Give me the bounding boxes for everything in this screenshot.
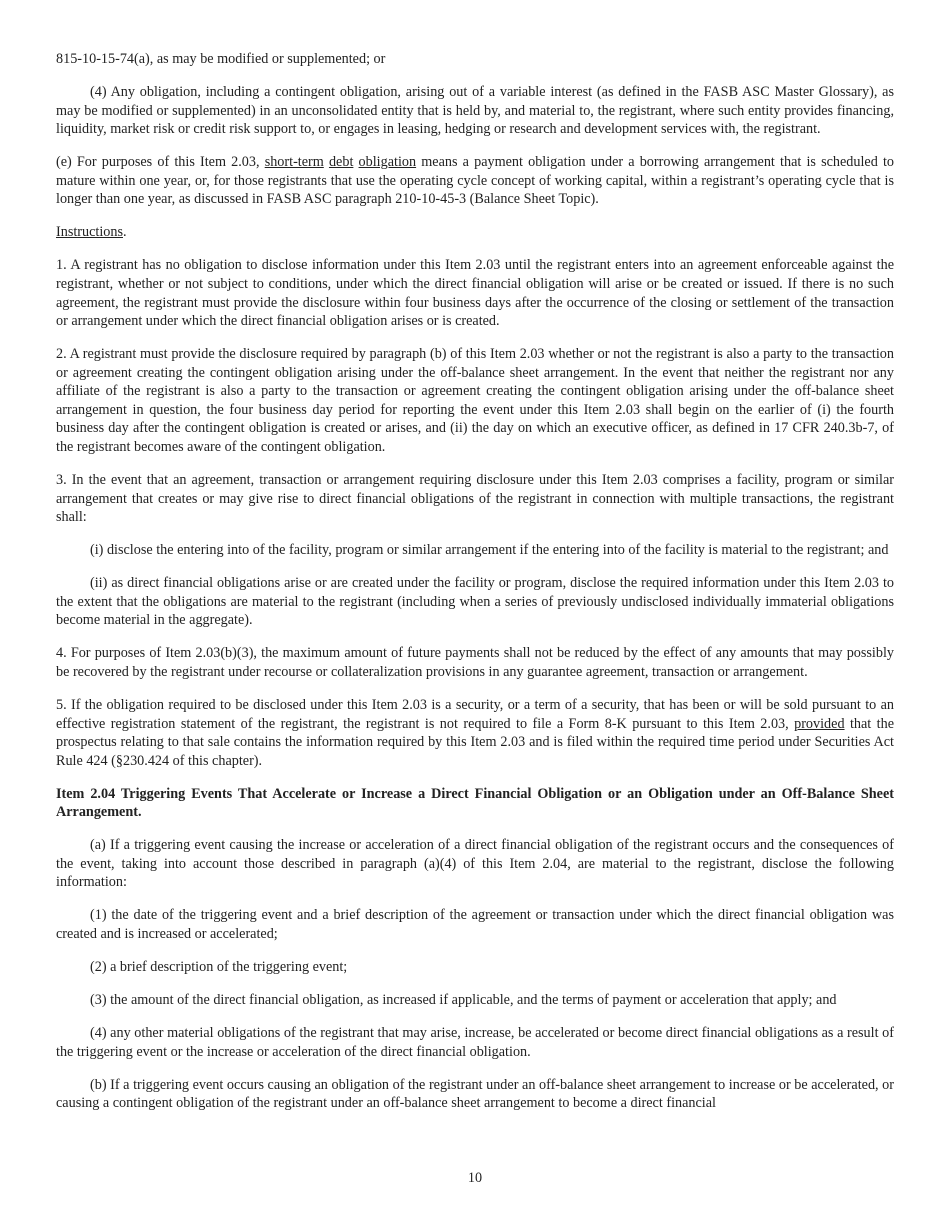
instructions-period: . (123, 224, 127, 241)
provided-term: provided (794, 715, 845, 732)
instruction-5-text-end: that the prospectus relating to that sale contains the information required by this Item 2.03 and is filed within the required time period under Securities Act Rule 424 (§230.424 of this chapter). (56, 715, 895, 769)
defined-term-debt: debt (328, 154, 354, 171)
paragraph-definition-e (56, 153, 894, 209)
paragraph-a-4: (4) any other material obligations of the registrant that may arise, increase, be accelerated or become direct financial obligations as a result of the triggering event or the increase or acceleration of the direct financial obligation. (56, 1025, 894, 1060)
section-heading-item-2-04: Item 2.04 Triggering Events That Accelerate or Increase a Direct Financial Obligation or an Obligation under an Off-Balance Sheet Arrangement. (56, 785, 894, 821)
definition-intro: (e) For purposes of this Item 2.03, (56, 154, 265, 171)
instruction-1: 1. A registrant has no obligation to disclose information under this Item 2.03 until the registrant enters into an agreement enforceable against the registrant, whether or not subject to conditions, under which the direct financial obligation will arise or be created or issued. If there is no such agreement, the registrant must provide the disclosure within four business days after the occurrence of the closing or settlement of the transaction or arrangement under which the direct financial obligation arises or is created. (56, 257, 894, 330)
paragraph-a-2: (2) a brief description of the triggering event; (90, 959, 348, 976)
paragraph-a-1: (1) the date of the triggering event and a brief description of the agreement or transaction under which the direct financial obligation was created and is increased or accelerated; (56, 907, 894, 943)
instruction-5-text: 5. If the obligation required to be disclosed under this Item 2.03 is a security, or a term of a security, that has been or will be sold pursuant to an effective registration statement of the registrant, the registrant is not required to file a Form 8-K pursuant to this Item 2.03, (56, 696, 894, 732)
instructions-label-paragraph (56, 223, 894, 242)
instruction-3: 3. In the event that an agreement, transaction or arrangement requiring disclosure under this Item 2.03 comprises a facility, program or similar arrangement that creates or may give rise to direct financial obligations of the registrant in connection with multiple transactions, the registrant shall: (56, 472, 894, 526)
instruction-3-i: (i) disclose the entering into of the facility, program or similar arrangement if the entering into of the facility is material to the registrant; and (90, 542, 889, 559)
instruction-5 (56, 696, 894, 770)
paragraph-continued: 815-10-15-74(a), as may be modified or supplemented; or (56, 51, 386, 67)
definition-body: means a payment obligation under a borrowing arrangement that is scheduled to mature within one year, or, for those registrants that use the operating cycle concept of working capital, within a registrant’s operating cycle that is longer than one year, as discussed in FASB ASC paragraph 210-10-45-3 (Balance Sheet Topic). (56, 154, 894, 208)
defined-term-obligation: obligation (358, 154, 417, 171)
defined-term-short-term: short-term (264, 154, 324, 171)
paragraph-a: (a) If a triggering event causing the increase or acceleration of a direct financial obligation of the registrant occurs and the consequences of the event, taking into account those described in paragraph (a)(4) of this Item 2.04, are material to the registrant, disclose the following information: (56, 837, 894, 891)
instruction-4: 4. For purposes of Item 2.03(b)(3), the maximum amount of future payments shall not be reduced by the effect of any amounts that may possibly be recovered by the registrant under recourse or collateralization provisions in any guarantee agreement, transaction or arrangement. (56, 645, 894, 680)
instruction-2: 2. A registrant must provide the disclosure required by paragraph (b) of this Item 2.03 whether or not the registrant is also a party to the transaction or agreement creating the contingent obligation arising under the off-balance sheet arrangement. In the event that neither the registrant nor any affiliate of the registrant is also a party to the transaction or agreement creating the contingent obligation arising under the off-balance sheet arrangement in question, the four business day period for reporting the event under this Item 2.03 shall begin on the earlier of (i) the fourth business day after the contingent obligation is created or arises, and (ii) the day on which an executive officer, as defined in 17 CFR 240.3b-7, of the registrant becomes aware of the contingent obligation. (56, 346, 894, 456)
page-number: 10 (467, 1170, 483, 1186)
paragraph-b: (b) If a triggering event occurs causing an obligation of the registrant under an off-balance sheet arrangement to increase or be accelerated, or causing a contingent obligation of the registrant under an off-balance sheet arrangement to become a direct financial (56, 1076, 894, 1112)
instructions-label: Instructions (56, 224, 123, 241)
paragraph-a-3: (3) the amount of the direct financial obligation, as increased if applicable, and the terms of payment or acceleration that apply; and (90, 992, 837, 1009)
document-page (56, 50, 894, 1127)
instruction-3-ii: (ii) as direct financial obligations arise or are created under the facility or program, disclose the required information under this Item 2.03 to the extent that the obligations are material to the registrant (including when a series of previously undisclosed individually immaterial obligations become material in the aggregate). (56, 575, 894, 629)
paragraph-item-4: (4) Any obligation, including a contingent obligation, arising out of a variable interest (as defined in the FASB ASC Master Glossary), as may be modified or supplemented) in an unconsolidated entity that is held by, and material to, the registrant, where such entity provides financing, liquidity, market risk or credit risk support to, or engages in leasing, hedging or research and development services with, the registrant. (56, 83, 894, 138)
